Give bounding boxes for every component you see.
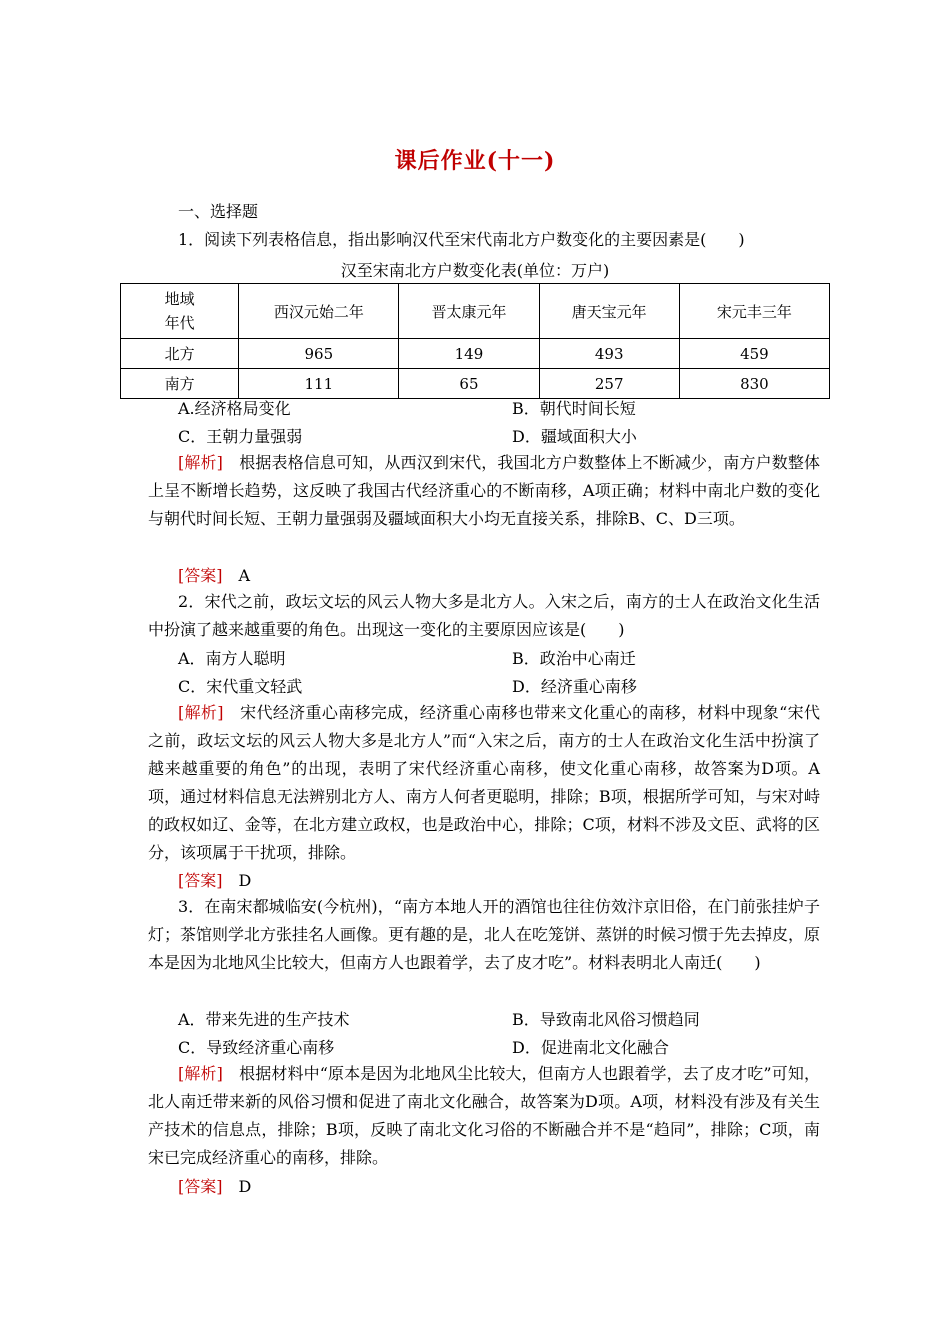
q1-option-a: A.经济格局变化 [178, 399, 291, 418]
answer-value: D [238, 1177, 252, 1196]
analysis-tag: [解析] [178, 1064, 223, 1083]
answer-tag: [答案] [178, 566, 223, 585]
table-cell: 257 [539, 369, 679, 399]
q2-option-a: A．南方人聪明 [178, 649, 286, 668]
q2-analysis [148, 699, 820, 867]
column-header: 唐天宝元年 [539, 284, 679, 339]
q1-analysis [148, 449, 820, 533]
q1-table-caption: 汉至宋南北方户数变化表(单位：万户) [340, 261, 610, 280]
q3-stem-text: 3．在南宋都城临安(今杭州)，“南方本地人开的酒馆也往往仿效汴京旧俗，在门前张挂炉子灯；茶馆则学北方张挂名人画像。更有趣的是，北人在吃笼饼、蒸饼的时候习惯于先去掉皮，原本是因为北地风尘比较大，但南方人也跟着学，去了皮才吃”。材料表明北人南迁( ) [148, 897, 821, 972]
analysis-text: 根据材料中“原本是因为北地风尘比较大，但南方人也跟着学，去了皮才吃”可知，北人南迁带来新的风俗习惯和促进了南北文化融合，故答案为D项。A项，材料没有涉及有关生产技术的信息点，排除；B项，反映了南北文化习俗的不断融合并不是“趋同”，排除；C项，南宋已完成经济重心的南移，排除。 [148, 1064, 820, 1167]
q3-option-c: C．导致经济重心南移 [178, 1038, 335, 1057]
q2-stem-text: 2．宋代之前，政坛文坛的风云人物大多是北方人。入宋之后，南方的士人在政治文化生活中扮演了越来越重要的角色。出现这一变化的主要原因应该是( ) [148, 592, 820, 639]
table-cell: 149 [399, 339, 539, 369]
q1-option-b: B．朝代时间长短 [512, 399, 636, 418]
q3-analysis [148, 1060, 820, 1172]
answer-tag: [答案] [178, 871, 223, 890]
answer-value: D [238, 871, 252, 890]
corner-era-label: 年代 [164, 314, 195, 332]
q3-option-a: A．带来先进的生产技术 [178, 1010, 350, 1029]
table-cell: 111 [239, 369, 399, 399]
q3-stem [148, 893, 820, 977]
answer-tag: [答案] [178, 1177, 223, 1196]
q1-answer [178, 566, 848, 586]
table-header-row [121, 284, 830, 339]
table-cell: 830 [679, 369, 829, 399]
analysis-tag: [解析] [178, 453, 223, 472]
page-title: 课后作业(十一) [394, 148, 556, 174]
q3-option-d: D．促进南北文化融合 [512, 1038, 669, 1057]
q1-option-d: D．疆域面积大小 [512, 427, 637, 446]
table-row [121, 339, 830, 369]
row-label: 北方 [121, 339, 239, 369]
q3-answer [178, 1177, 848, 1197]
q2-option-c: C．宋代重文轻武 [178, 677, 303, 696]
household-table [120, 283, 830, 399]
q3-option-b: B．导致南北风俗习惯趋同 [512, 1010, 700, 1029]
q2-option-d: D．经济重心南移 [512, 677, 637, 696]
column-header: 晋太康元年 [399, 284, 539, 339]
analysis-text: 宋代经济重心南移完成，经济重心南移也带来文化重心的南移，材料中现象“宋代之前，政坛文坛的风云人物大多是北方人”而“入宋之后，南方的士人在政治文化生活中扮演了越来越重要的角色”的出现，表明了宋代经济重心南移，使文化重心南移，故答案为D项。A项，通过材料信息无法辨别北方人、南方人何者更聪明，排除；B项，根据所学可知，与宋对峙的政权如辽、金等，在北方建立政权，也是政治中心，排除；C项，材料不涉及文臣、武将的区分，该项属于干扰项，排除。 [148, 703, 820, 862]
q1-option-c: C．王朝力量强弱 [178, 427, 303, 446]
table-cell: 965 [239, 339, 399, 369]
table-row [121, 369, 830, 399]
q1-stem: 1．阅读下列表格信息，指出影响汉代至宋代南北方户数变化的主要因素是( ) [178, 230, 745, 249]
column-header: 西汉元始二年 [239, 284, 399, 339]
q2-answer [178, 871, 848, 891]
column-header: 宋元丰三年 [679, 284, 829, 339]
table-corner-cell [121, 284, 239, 339]
table-cell: 459 [679, 339, 829, 369]
table-cell: 65 [399, 369, 539, 399]
answer-value: A [238, 566, 251, 585]
corner-region-label: 地域 [164, 290, 195, 308]
section-heading: 一、选择题 [178, 202, 259, 221]
q2-option-b: B．政治中心南迁 [512, 649, 636, 668]
analysis-text: 根据表格信息可知，从西汉到宋代，我国北方户数整体上不断减少，南方户数整体上呈不断增长趋势，这反映了我国古代经济重心的不断南移，A项正确；材料中南北户数的变化与朝代时间长短、王朝力量强弱及疆域面积大小均无直接关系，排除B、C、D三项。 [148, 453, 820, 528]
q2-stem [148, 588, 820, 644]
analysis-tag: [解析] [178, 703, 224, 722]
table-cell: 493 [539, 339, 679, 369]
row-label: 南方 [121, 369, 239, 399]
